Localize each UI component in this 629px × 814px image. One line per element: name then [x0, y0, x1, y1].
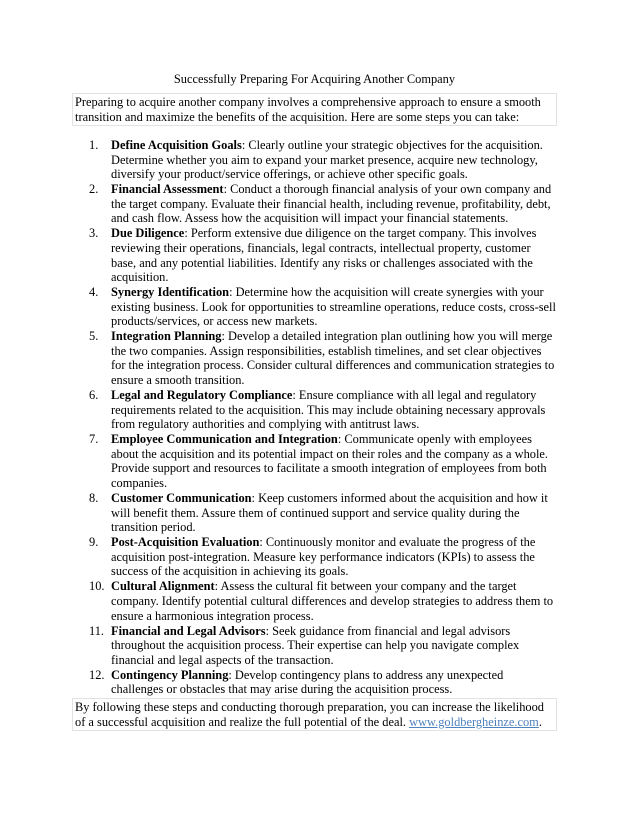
closing-text: By following these steps and conducting thorough preparation, you can increase the likelihood of a successful acquisition and realize the full potential of the deal. — [75, 700, 545, 729]
step-text: : Assess the cultural fit between your company and the target company. Identify potential cultural differences and develop strategies to address them to ensure a harmonious integration process. — [111, 579, 554, 623]
step-title: Legal and Regulatory Compliance — [111, 388, 293, 403]
step-title: Define Acquisition Goals — [111, 138, 242, 152]
closing-period: . — [538, 714, 542, 729]
step-number: 9. — [89, 535, 99, 550]
step-title: Contingency Planning — [111, 667, 229, 682]
step-number: 10. — [89, 579, 105, 594]
step-item — [72, 329, 557, 387]
steps-list — [72, 138, 557, 697]
step-number: 12. — [89, 667, 105, 682]
closing-paragraph — [72, 698, 557, 731]
step-text: : Develop a detailed integration plan outlining how you will merge the two companies. Assign responsibilities, establish timelines, and set clear objectives for the integration process. Consider cultural differences and communication strategies to ensure a smooth transition. — [111, 329, 555, 388]
step-text: : Develop contingency plans to address any unexpected challenges or obstacles that may arise during the acquisition process. — [111, 667, 504, 697]
step-item — [72, 432, 557, 490]
step-number: 3. — [89, 226, 99, 241]
step-number: 1. — [89, 138, 99, 152]
step-number: 2. — [89, 182, 99, 197]
step-title: Employee Communication and Integration — [111, 432, 338, 447]
step-title: Financial Assessment — [111, 182, 224, 197]
intro-paragraph: Preparing to acquire another company involves a comprehensive approach to ensure a smooth transition and maximize the benefits of the acquisition. Here are some steps you can take: — [72, 93, 557, 126]
step-text: : Keep customers informed about the acquisition and how it will benefit them. Assure them of continued support and service quality during the transition period. — [111, 490, 548, 535]
step-text: : Conduct a thorough financial analysis of your own company and the target company. Evaluate their financial health, including revenue, profitability, debt, and cash flow. Assess how the acquisition will impact your financial statements. — [111, 182, 552, 226]
step-item — [72, 285, 557, 329]
step-text: : Continuously monitor and evaluate the progress of the acquisition post-integration. Measure key performance indicators (KPIs) to assess the success of the acquisition in achieving its goals. — [111, 535, 536, 579]
step-title: Cultural Alignment — [111, 579, 215, 594]
step-number: 6. — [89, 388, 99, 403]
step-item — [72, 535, 557, 579]
step-title: Post-Acquisition Evaluation — [111, 535, 260, 550]
website-link[interactable]: www.goldbergheinze.com — [409, 714, 539, 729]
step-item — [72, 226, 557, 284]
step-item — [72, 138, 557, 182]
step-text: : Communicate openly with employees about the acquisition and its potential impact on their roles and the company as a whole. Provide support and resources to facilitate a smooth integration of employees from both companies. — [111, 432, 548, 490]
step-title: Synergy Identification — [111, 285, 230, 300]
step-text: : Clearly outline your strategic objectives for the acquisition. Determine whether you aim to expand your market presence, acquire new technology, diversify your product/service offerings, or achieve other specific goals. — [111, 138, 543, 182]
step-text: : Perform extensive due diligence on the target company. This involves reviewing their operations, financials, legal contracts, intellectual property, customer base, and any potential liabilities. Identify any risks or challenges associated with the acquisition. — [111, 226, 537, 285]
step-item — [72, 491, 557, 535]
step-number: 5. — [89, 329, 99, 344]
step-item — [72, 624, 557, 668]
step-item — [72, 579, 557, 623]
step-text: : Seek guidance from financial and legal advisors throughout the acquisition process. Their expertise can help you navigate complex financial and legal aspects of the transaction. — [111, 623, 520, 667]
step-number: 4. — [89, 285, 99, 300]
step-item — [72, 182, 557, 226]
step-item — [72, 388, 557, 432]
step-title: Customer Communication — [111, 490, 252, 505]
step-number: 7. — [89, 432, 99, 447]
step-title: Integration Planning — [111, 329, 222, 344]
step-title: Due Diligence — [111, 226, 185, 241]
step-number: 8. — [89, 490, 99, 505]
step-number: 11. — [89, 623, 105, 638]
page-title: Successfully Preparing For Acquiring Another Company — [173, 72, 456, 86]
step-text: : Determine how the acquisition will create synergies with your existing business. Look for opportunities to streamline operations, reduce costs, cross-sell products/services, or access new markets. — [111, 285, 556, 329]
step-title: Financial and Legal Advisors — [111, 623, 266, 638]
step-text: : Ensure compliance with all legal and regulatory requirements related to the acquisition. This may include obtaining necessary approvals from regulatory authorities and complying with antitrust laws. — [111, 388, 546, 432]
step-item — [72, 668, 557, 697]
